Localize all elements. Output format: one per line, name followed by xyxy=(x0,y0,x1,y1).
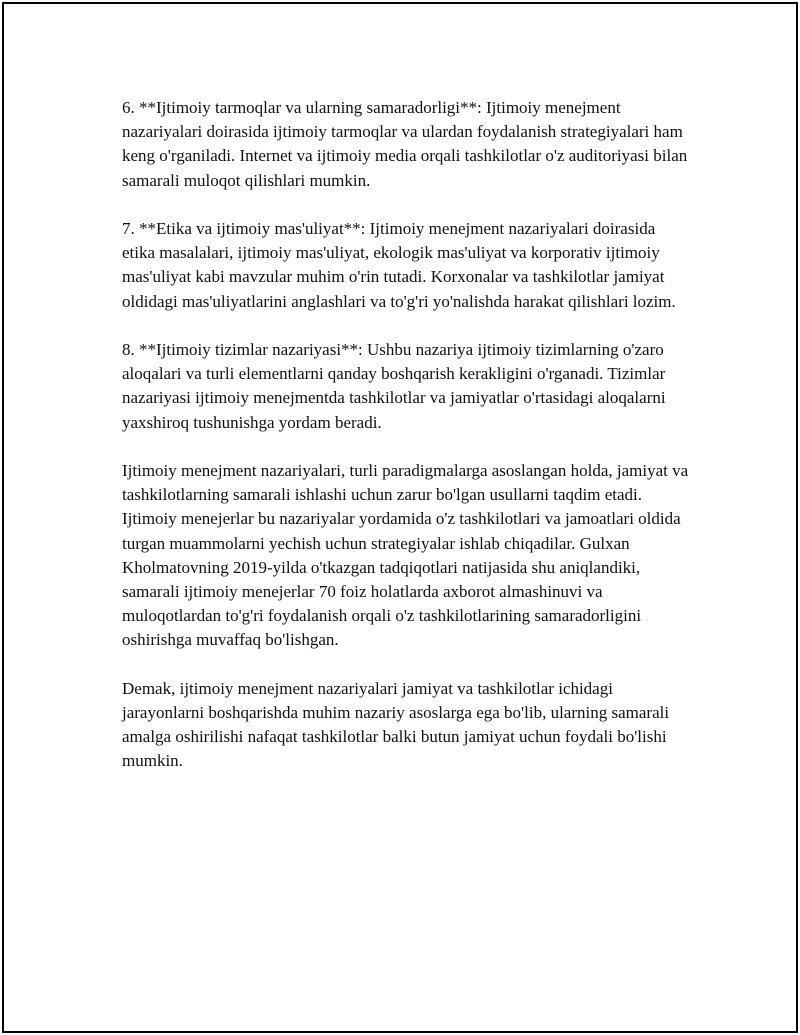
paragraph-summary: Ijtimoiy menejment nazariyalari, turli paradigmalarga asoslangan holda, jamiyat va tashkilotlarning samarali ishlashi uchun zarur bo'lgan usullarni taqdim etadi. Ijtimoiy menejerlar bu nazariyalar yordamida o'z tashkilotlari va jamoatlari oldida turgan muammolarni yechish uchun strategiyalar ishlab chiqadilar. Gulxan Kholmatovning 2019-yilda o'tkazgan tadqiqotlari natijasida shu aniqlandiki, samarali ijtimoiy menejerlar 70 foiz holatlarda axborot almashinuvi va muloqotlardan to'g'ri foydalanish orqali o'z tashkilotlarining samaradorligini oshirishga muvaffaq bo'lishgan. xyxy=(122,461,689,650)
paragraph-conclusion: Demak, ijtimoiy menejment nazariyalari jamiyat va tashkilotlar ichidagi jarayonlarni boshqarishda muhim nazariy asoslarga ega bo'lib, ularning samarali amalga oshirilishi nafaqat tashkilotlar balki butun jamiyat uchun foydali bo'lishi mumkin. xyxy=(122,678,670,771)
document-body xyxy=(122,96,692,798)
paragraph-social-networks: 6. **Ijtimoiy tarmoqlar va ularning samaradorligi**: Ijtimoiy menejment nazariyalari doirasida ijtimoiy tarmoqlar va ulardan foydalanish strategiyalari ham keng o'rganiladi. Internet va ijtimoiy media orqali tashkilotlar o'z auditoriyasi bilan samarali muloqot qilishlari mumkin. xyxy=(122,98,688,190)
page-frame xyxy=(2,2,798,1033)
paragraph-social-systems: 8. **Ijtimoiy tizimlar nazariyasi**: Ushbu nazariya ijtimoiy tizimlarning o'zaro aloqalari va turli elementlarni qanday boshqarish kerakligini o'rganadi. Tizimlar nazariyasi ijtimoiy menejmentda tashkilotlar va jamiyatlar o'rtasidagi aloqalarni yaxshiroq tushunishga yordam beradi. xyxy=(122,340,666,432)
paragraph-ethics: 7. **Etika va ijtimoiy mas'uliyat**: Ijtimoiy menejment nazariyalari doirasida etika masalalari, ijtimoiy mas'uliyat, ekologik mas'uliyat va korporativ ijtimoiy mas'uliyat kabi mavzular muhim o'rin tutadi. Korxonalar va tashkilotlar jamiyat oldidagi mas'uliyatlarini anglashlari va to'g'ri yo'nalishda harakat qilishlari lozim. xyxy=(122,219,676,311)
